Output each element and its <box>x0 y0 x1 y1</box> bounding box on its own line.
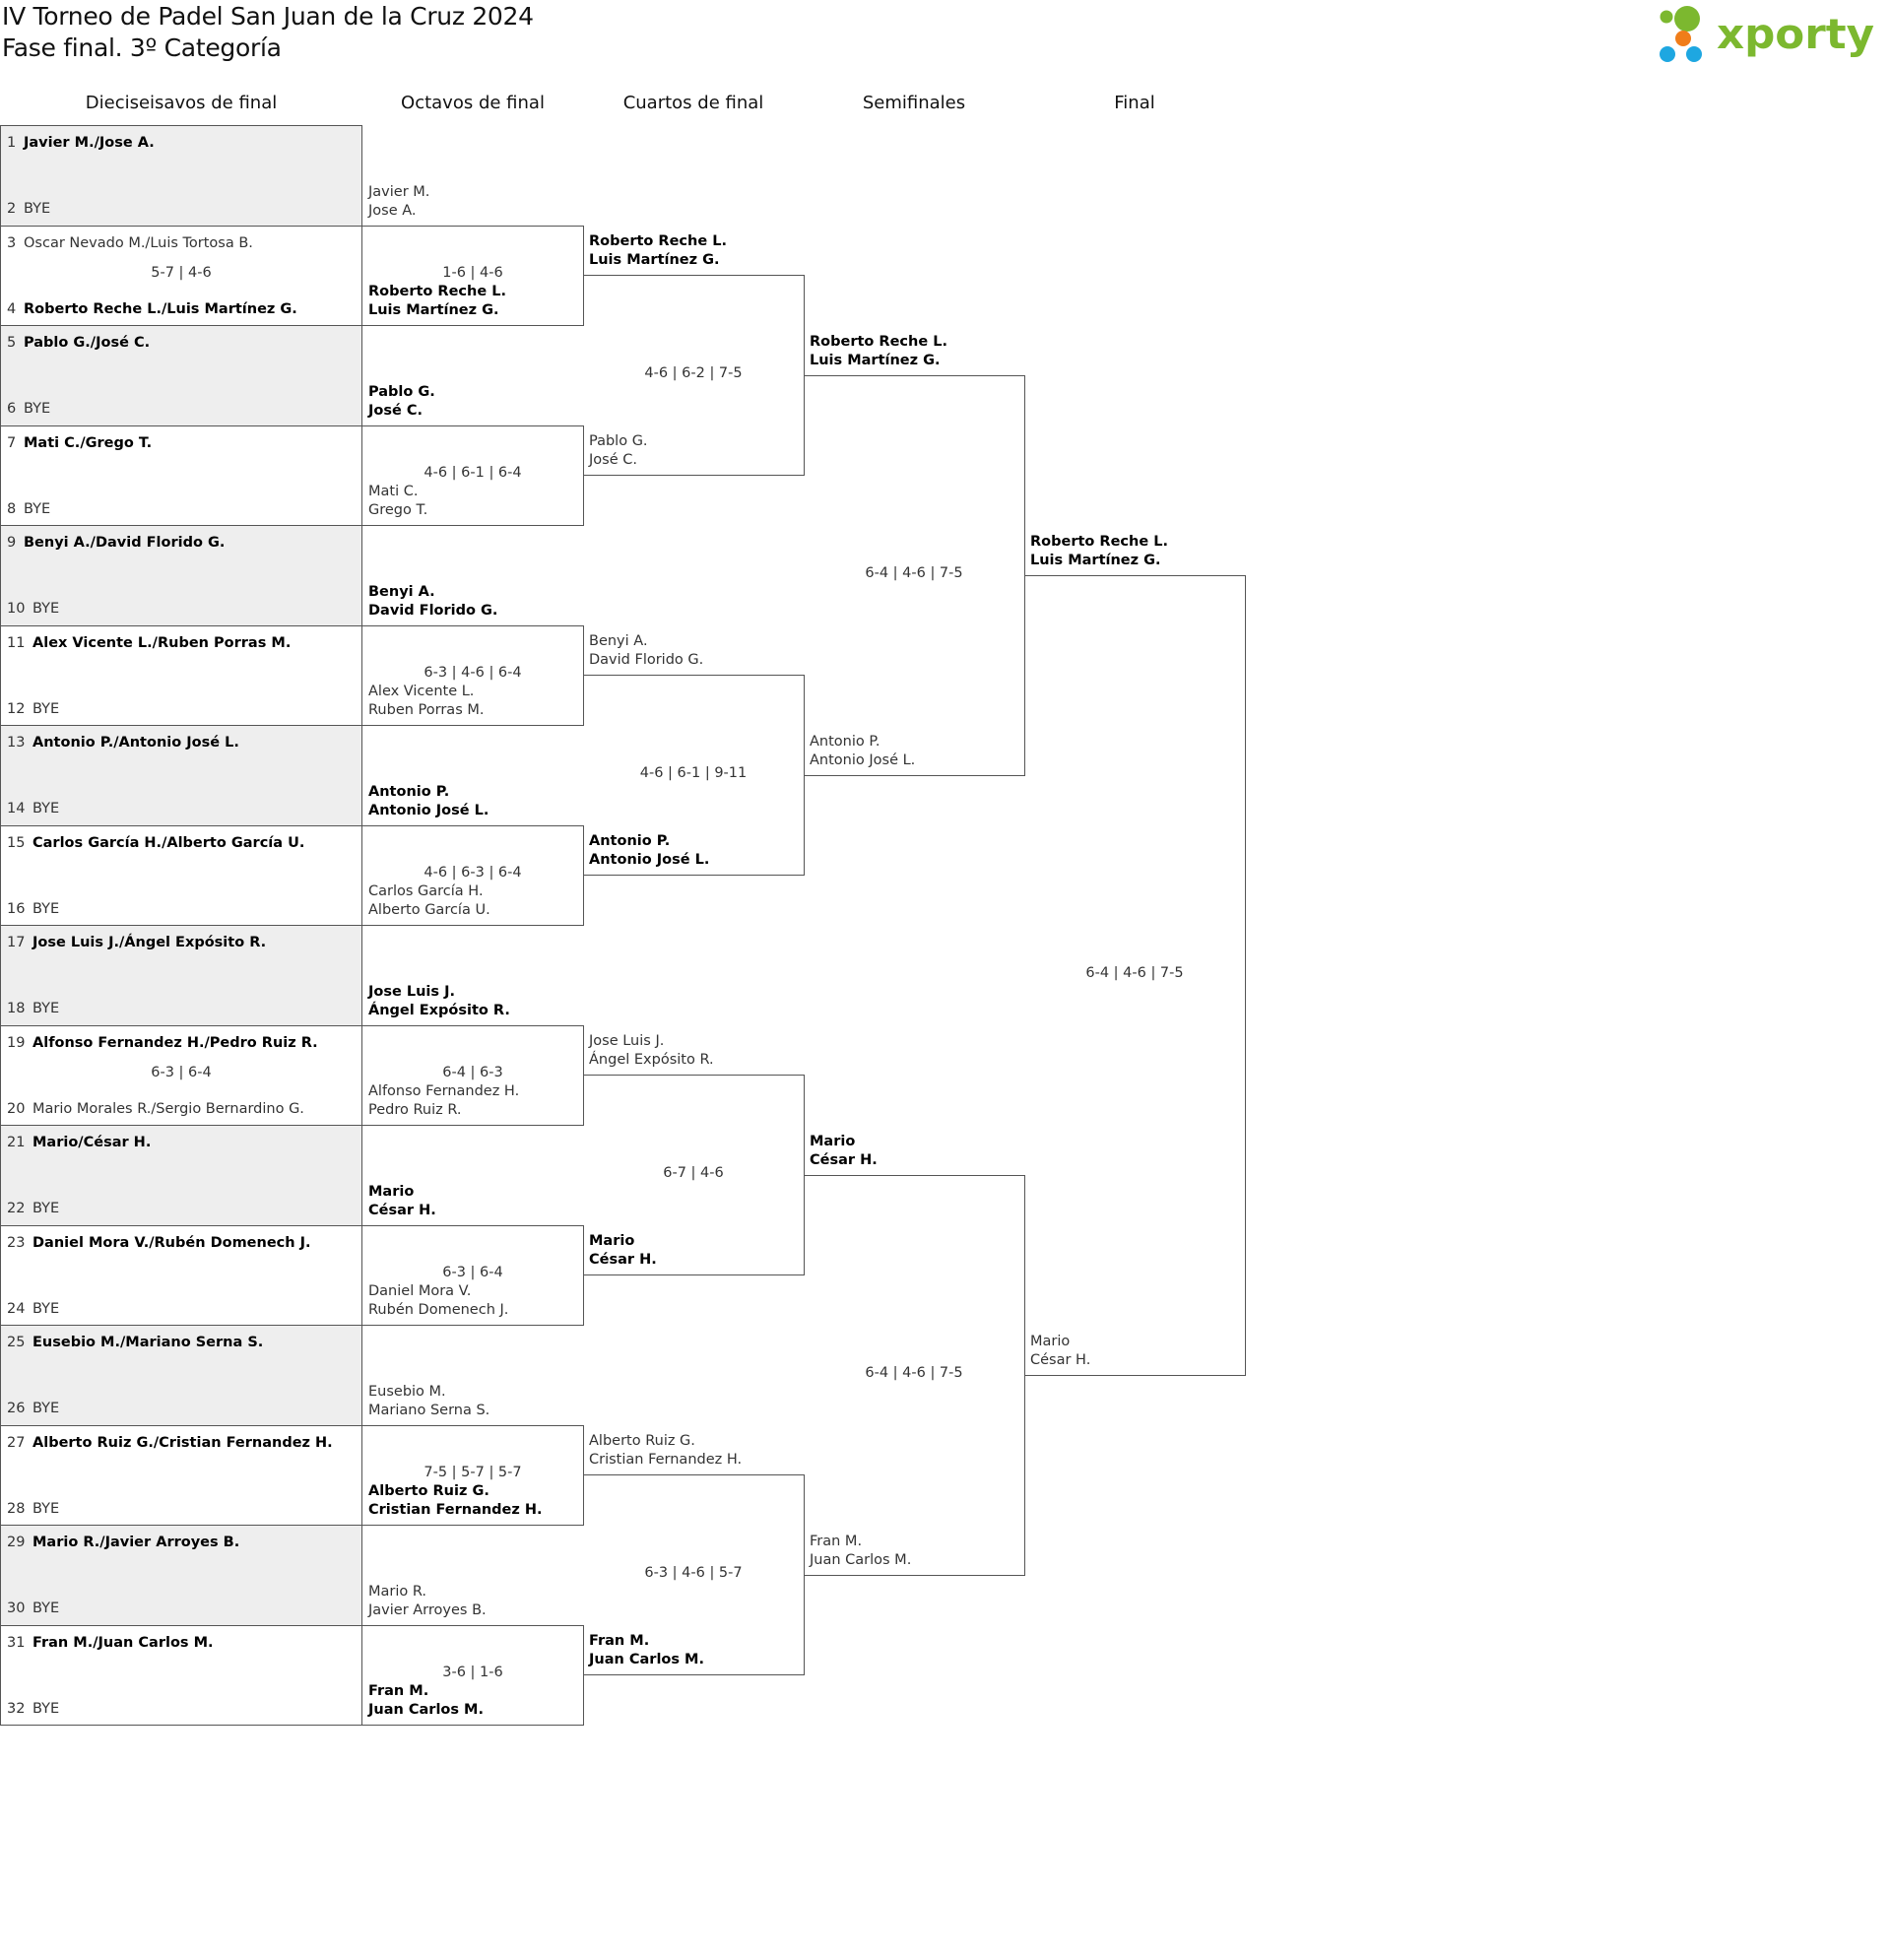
team-player: Fran M. <box>810 1533 863 1549</box>
match-score: 6-7 | 4-6 <box>663 1164 724 1181</box>
team-player: Antonio P. <box>810 733 880 750</box>
match-score: 4-6 | 6-1 | 9-11 <box>639 764 748 781</box>
team-name: Mario R./Javier Arroyes B. <box>33 1535 240 1550</box>
match-score: 6-3 | 6-4 <box>151 1064 212 1080</box>
team-name: Mati C./Grego T. <box>24 434 153 451</box>
team-player: César H. <box>810 1151 878 1168</box>
team-player: Ángel Expósito R. <box>589 1052 714 1069</box>
seed-number: 3 <box>7 234 17 251</box>
team-player: David Florido G. <box>589 652 704 669</box>
match-score: 6-3 | 6-4 <box>442 1265 503 1281</box>
team-player: Antonio P. <box>368 783 450 800</box>
match-score: 4-6 | 6-1 | 6-4 <box>424 465 522 482</box>
match-score: 4-6 | 6-3 | 6-4 <box>424 865 522 882</box>
match-score: 4-6 | 6-2 | 7-5 <box>644 364 743 381</box>
logo-dot-blue-right <box>1686 46 1702 62</box>
seed-number: 28 <box>7 1500 26 1517</box>
team-player: Antonio P. <box>589 833 671 850</box>
seed-number: 15 <box>7 834 26 851</box>
team-name: BYE <box>24 401 51 417</box>
team-player: Carlos García H. <box>368 883 484 899</box>
team-player: Luis Martínez G. <box>368 302 499 318</box>
match-score: 6-4 | 6-3 <box>442 1065 503 1081</box>
team-name: Oscar Nevado M./Luis Tortosa B. <box>24 234 253 251</box>
team-name: BYE <box>33 1601 60 1616</box>
team-name: Mario Morales R./Sergio Bernardino G. <box>33 1100 304 1117</box>
sf-bottom-line <box>804 775 1025 776</box>
team-name: Fran M./Juan Carlos M. <box>33 1634 214 1651</box>
team-player: César H. <box>1030 1351 1091 1368</box>
r16-top-line <box>362 1625 583 1626</box>
team-player: Roberto Reche L. <box>1030 533 1168 550</box>
seed-number: 16 <box>7 900 26 917</box>
logo-dot-blue-left <box>1660 46 1675 62</box>
seed-number: 27 <box>7 1434 26 1451</box>
team-player: Pablo G. <box>368 383 435 400</box>
qf-top-line <box>583 1075 804 1076</box>
qf-bottom-line <box>583 1674 805 1675</box>
seed-number: 8 <box>7 500 17 517</box>
r16-bottom-line <box>362 1525 584 1526</box>
team-name: Carlos García H./Alberto García U. <box>33 834 305 851</box>
seed-number: 19 <box>7 1034 26 1051</box>
team-player: José C. <box>589 452 637 469</box>
team-player: Cristian Fernandez H. <box>589 1452 743 1469</box>
team-player: Fran M. <box>589 1633 650 1650</box>
seed-number: 25 <box>7 1335 26 1350</box>
team-player: Roberto Reche L. <box>368 284 506 299</box>
r16-bottom-line <box>362 525 584 526</box>
team-name: BYE <box>33 1300 60 1317</box>
round-header: Final <box>1114 93 1155 113</box>
team-name: Antonio P./Antonio José L. <box>33 735 239 751</box>
final-bottom-line <box>1024 1375 1246 1376</box>
r16-bottom-line <box>362 325 584 326</box>
seed-number: 1 <box>7 135 17 151</box>
seed-number: 2 <box>7 201 17 217</box>
team-player: Mariano Serna S. <box>368 1402 490 1418</box>
team-player: Alberto Ruiz G. <box>368 1483 489 1499</box>
team-player: Roberto Reche L. <box>810 333 947 350</box>
team-player: Roberto Reche L. <box>589 233 727 250</box>
match-score: 5-7 | 4-6 <box>151 264 212 281</box>
r16-top-line <box>362 425 583 426</box>
match-score: 6-3 | 4-6 | 5-7 <box>644 1564 743 1581</box>
sf-top-line <box>804 375 1024 376</box>
r16-top-line <box>362 1025 583 1026</box>
match-score: 3-6 | 1-6 <box>442 1665 503 1681</box>
team-name: Alfonso Fernandez H./Pedro Ruiz R. <box>33 1034 318 1051</box>
tournament-title: IV Torneo de Padel San Juan de la Cruz 2024 <box>2 2 534 31</box>
team-name: BYE <box>33 900 60 917</box>
sf-bottom-line <box>804 1575 1025 1576</box>
team-player: Alfonso Fernandez H. <box>368 1083 520 1099</box>
qf-top-line <box>583 275 804 276</box>
team-player: Eusebio M. <box>368 1383 446 1400</box>
r16-top-line <box>362 226 583 227</box>
team-player: Javier M. <box>368 183 430 200</box>
match-score: 6-4 | 4-6 | 7-5 <box>1085 964 1184 981</box>
team-player: Mati C. <box>368 484 419 499</box>
seed-number: 10 <box>7 601 26 617</box>
r16-bottom-line <box>362 1325 584 1326</box>
seed-number: 32 <box>7 1700 26 1717</box>
team-player: Mario <box>589 1233 635 1250</box>
seed-number: 30 <box>7 1601 26 1616</box>
seed-number: 22 <box>7 1201 26 1216</box>
team-player: Cristian Fernandez H. <box>368 1502 543 1518</box>
team-name: BYE <box>33 1500 60 1517</box>
team-name: Jose Luis J./Ángel Expósito R. <box>33 935 267 950</box>
seed-number: 21 <box>7 1135 26 1150</box>
team-name: BYE <box>24 201 51 217</box>
team-name: Mario/César H. <box>33 1135 152 1150</box>
team-player: Luis Martínez G. <box>1030 552 1161 568</box>
r16-top-line <box>362 825 583 826</box>
logo-dot-green-large <box>1674 6 1700 32</box>
team-name: BYE <box>33 1001 60 1016</box>
r16-bottom-line <box>362 1125 584 1126</box>
team-player: Pablo G. <box>589 433 648 450</box>
team-player: Juan Carlos M. <box>810 1551 912 1568</box>
team-player: Juan Carlos M. <box>368 1702 484 1718</box>
team-player: Antonio José L. <box>810 751 916 768</box>
round-header: Dieciseisavos de final <box>85 93 278 113</box>
team-player: Benyi A. <box>589 633 648 650</box>
seed-number: 23 <box>7 1234 26 1251</box>
match-score: 6-3 | 4-6 | 6-4 <box>424 665 522 682</box>
team-player: Fran M. <box>368 1683 429 1699</box>
team-name: BYE <box>33 1700 60 1717</box>
seed-number: 5 <box>7 335 17 351</box>
team-player: Juan Carlos M. <box>589 1652 704 1668</box>
r16-bottom-line <box>362 725 584 726</box>
r16-top-line <box>362 625 583 626</box>
team-player: Mario <box>1030 1333 1071 1349</box>
logo-wordmark: xporty <box>1717 10 1874 58</box>
qf-bottom-line <box>583 475 805 476</box>
team-player: Benyi A. <box>368 583 435 600</box>
team-player: Rubén Domenech J. <box>368 1302 509 1318</box>
seed-number: 24 <box>7 1300 26 1317</box>
final-right-line <box>1245 575 1246 1376</box>
team-player: Grego T. <box>368 502 428 518</box>
match-score: 6-4 | 4-6 | 7-5 <box>865 564 963 581</box>
team-player: David Florido G. <box>368 602 498 619</box>
r16-top-line <box>362 1225 583 1226</box>
qf-bottom-line <box>583 1274 805 1275</box>
team-player: César H. <box>589 1252 657 1269</box>
team-name: Eusebio M./Mariano Serna S. <box>33 1335 264 1350</box>
seed-number: 12 <box>7 700 26 717</box>
team-name: BYE <box>33 700 60 717</box>
team-player: César H. <box>368 1202 436 1218</box>
logo-dot-orange <box>1675 31 1691 46</box>
seed-number: 4 <box>7 300 17 317</box>
qf-top-line <box>583 1474 804 1475</box>
team-player: Alberto García U. <box>368 902 490 918</box>
seed-number: 31 <box>7 1634 26 1651</box>
team-name: Javier M./Jose A. <box>24 135 155 151</box>
team-player: José C. <box>368 402 424 419</box>
team-name: Pablo G./José C. <box>24 335 151 351</box>
round-header: Cuartos de final <box>622 93 764 113</box>
team-player: Antonio José L. <box>368 802 489 818</box>
seed-number: 17 <box>7 935 26 950</box>
seed-number: 29 <box>7 1535 26 1550</box>
team-player: Alberto Ruiz G. <box>589 1433 695 1450</box>
team-player: Mario <box>368 1183 415 1200</box>
team-name: BYE <box>33 1401 60 1416</box>
r16-top-line <box>362 1425 583 1426</box>
xporty-logo <box>1658 3 1874 64</box>
team-player: Jose Luis J. <box>368 983 455 1000</box>
team-name: BYE <box>24 500 51 517</box>
sf-top-line <box>804 1175 1024 1176</box>
team-player: Javier Arroyes B. <box>368 1601 487 1618</box>
seed-number: 11 <box>7 634 26 651</box>
seed-number: 20 <box>7 1100 26 1117</box>
team-player: Alex Vicente L. <box>368 684 475 699</box>
round-header: Semifinales <box>862 93 966 113</box>
qf-bottom-line <box>583 875 805 876</box>
seed-number: 18 <box>7 1001 26 1016</box>
team-player: Ángel Expósito R. <box>368 1002 510 1018</box>
r16-bottom-line <box>362 1725 584 1726</box>
r16-bottom-line <box>362 925 584 926</box>
team-player: Antonio José L. <box>589 852 710 869</box>
seed-number: 13 <box>7 735 26 751</box>
round-header: Octavos de final <box>401 93 545 113</box>
team-player: Luis Martínez G. <box>589 252 720 269</box>
team-name: BYE <box>33 1201 60 1216</box>
match-score: 6-4 | 4-6 | 7-5 <box>865 1364 963 1381</box>
seed-number: 26 <box>7 1401 26 1416</box>
seed-number: 9 <box>7 535 17 551</box>
seed-number: 6 <box>7 401 17 417</box>
qf-top-line <box>583 675 804 676</box>
team-player: Pedro Ruiz R. <box>368 1102 462 1118</box>
match-score: 1-6 | 4-6 <box>442 265 503 282</box>
team-name: BYE <box>33 601 60 617</box>
team-name: Daniel Mora V./Rubén Domenech J. <box>33 1234 311 1251</box>
logo-dot-green-small <box>1661 11 1673 24</box>
team-name: Roberto Reche L./Luis Martínez G. <box>24 300 297 317</box>
match-score: 7-5 | 5-7 | 5-7 <box>424 1465 522 1481</box>
seed-number: 7 <box>7 434 17 451</box>
team-name: Benyi A./David Florido G. <box>24 535 226 551</box>
team-player: Ruben Porras M. <box>368 702 485 718</box>
team-player: Jose A. <box>368 202 417 219</box>
team-player: Daniel Mora V. <box>368 1283 472 1299</box>
final-top-line <box>1024 575 1245 576</box>
seed-number: 14 <box>7 801 26 817</box>
team-name: Alex Vicente L./Ruben Porras M. <box>33 634 292 651</box>
team-player: Jose Luis J. <box>589 1033 665 1050</box>
team-player: Mario <box>810 1133 856 1149</box>
team-name: Alberto Ruiz G./Cristian Fernandez H. <box>33 1434 333 1451</box>
team-player: Luis Martínez G. <box>810 352 941 368</box>
phase-subtitle: Fase final. 3º Categoría <box>2 33 282 62</box>
team-name: BYE <box>33 801 60 817</box>
team-player: Mario R. <box>368 1583 427 1600</box>
